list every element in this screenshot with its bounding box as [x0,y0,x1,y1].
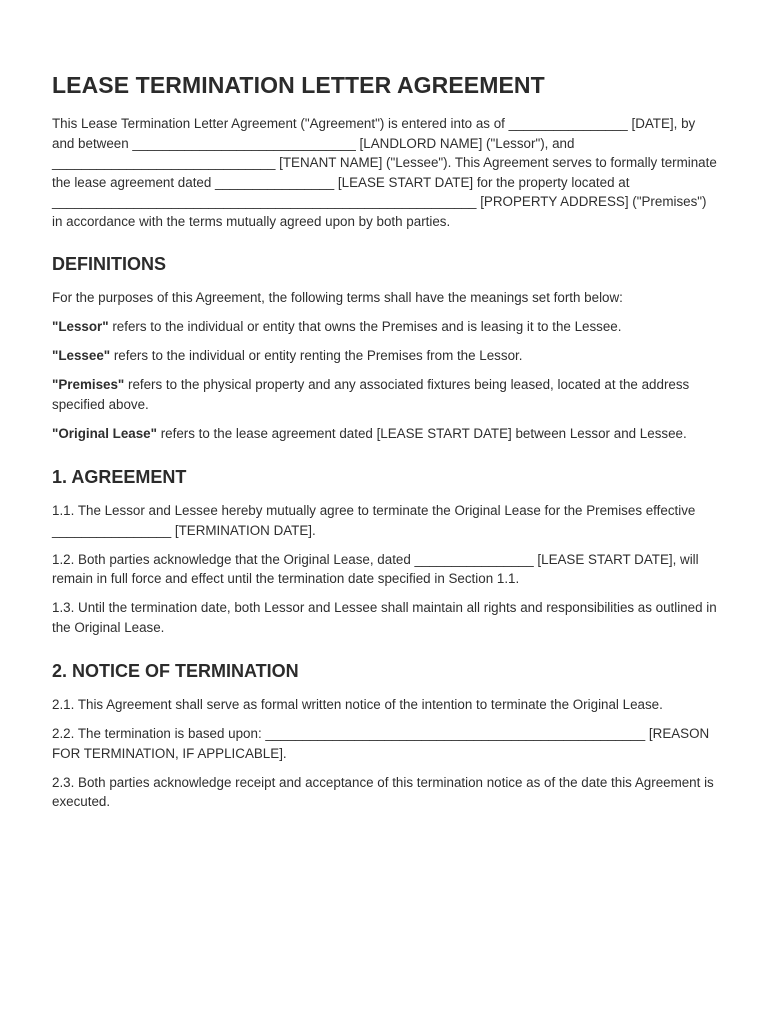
clause-1-3: 1.3. Until the termination date, both Lessor and Lessee shall maintain all rights and responsibilities as outlined in the Original Lease. [52,600,717,635]
agreement-heading: 1. AGREEMENT [52,467,187,487]
clause-1-2: 1.2. Both parties acknowledge that the Original Lease, dated ________________ [LEASE START DATE], will remain in full force and effect until the termination date specified in Section 1.1. [52,551,699,586]
definition-item [52,375,718,414]
definition-item [52,346,718,366]
clause-2-1: 2.1. This Agreement shall serve as formal written notice of the intention to terminate the Original Lease. [52,697,663,712]
definition-text: refers to the individual or entity that owns the Premises and is leasing it to the Lessee. [108,319,622,334]
notice-section [52,659,718,812]
definition-term: "Lessee" [52,348,111,363]
definition-item [52,317,718,337]
definition-item [52,424,718,444]
definition-text: refers to the lease agreement dated [LEASE START DATE] between Lessor and Lessee. [156,425,687,441]
clause-2-3: 2.3. Both parties acknowledge receipt and acceptance of this termination notice as of the date this Agreement is executed. [52,774,714,809]
clause-2-2: 2.2. The termination is based upon: ___________________________________________________ [REASON FOR TERMINATION, IF APPLICABLE]. [52,726,710,761]
definition-text: refers to the physical property and any associated fixtures being leased, located at the address specified above. [52,377,690,412]
definition-term: "Original Lease" [52,425,157,441]
definitions-section [52,252,718,443]
definition-term: "Premises" [52,377,125,392]
clause-1-1: 1.1. The Lessor and Lessee hereby mutually agree to terminate the Original Lease for the Premises effective ________________ [TERMINATION DATE]. [52,503,696,538]
definition-term: "Lessor" [52,319,109,334]
definition-text: refers to the individual or entity renting the Premises from the Lessor. [110,348,523,363]
intro-paragraph: This Lease Termination Letter Agreement ("Agreement") is entered into as of ________________ [DATE], by and between ______________________________ [LANDLORD NAME] ("Lessor"), and ______________________________ [TENANT NAME] ("Lessee"). This Agreement serves to formally terminate the lease agreement dated ________________ [LEASE START DATE] for the property located at _________________________________________________________ [PROPERTY ADDRESS] ("Premises") in accordance with the terms mutually agreed upon by both parties. [52,116,717,229]
definitions-heading: DEFINITIONS [52,254,167,274]
notice-heading: 2. NOTICE OF TERMINATION [52,661,299,681]
document-title: LEASE TERMINATION LETTER AGREEMENT [52,72,545,98]
agreement-section [52,465,718,637]
document-page [52,70,718,821]
definitions-lead: For the purposes of this Agreement, the following terms shall have the meanings set forth below: [52,290,623,305]
